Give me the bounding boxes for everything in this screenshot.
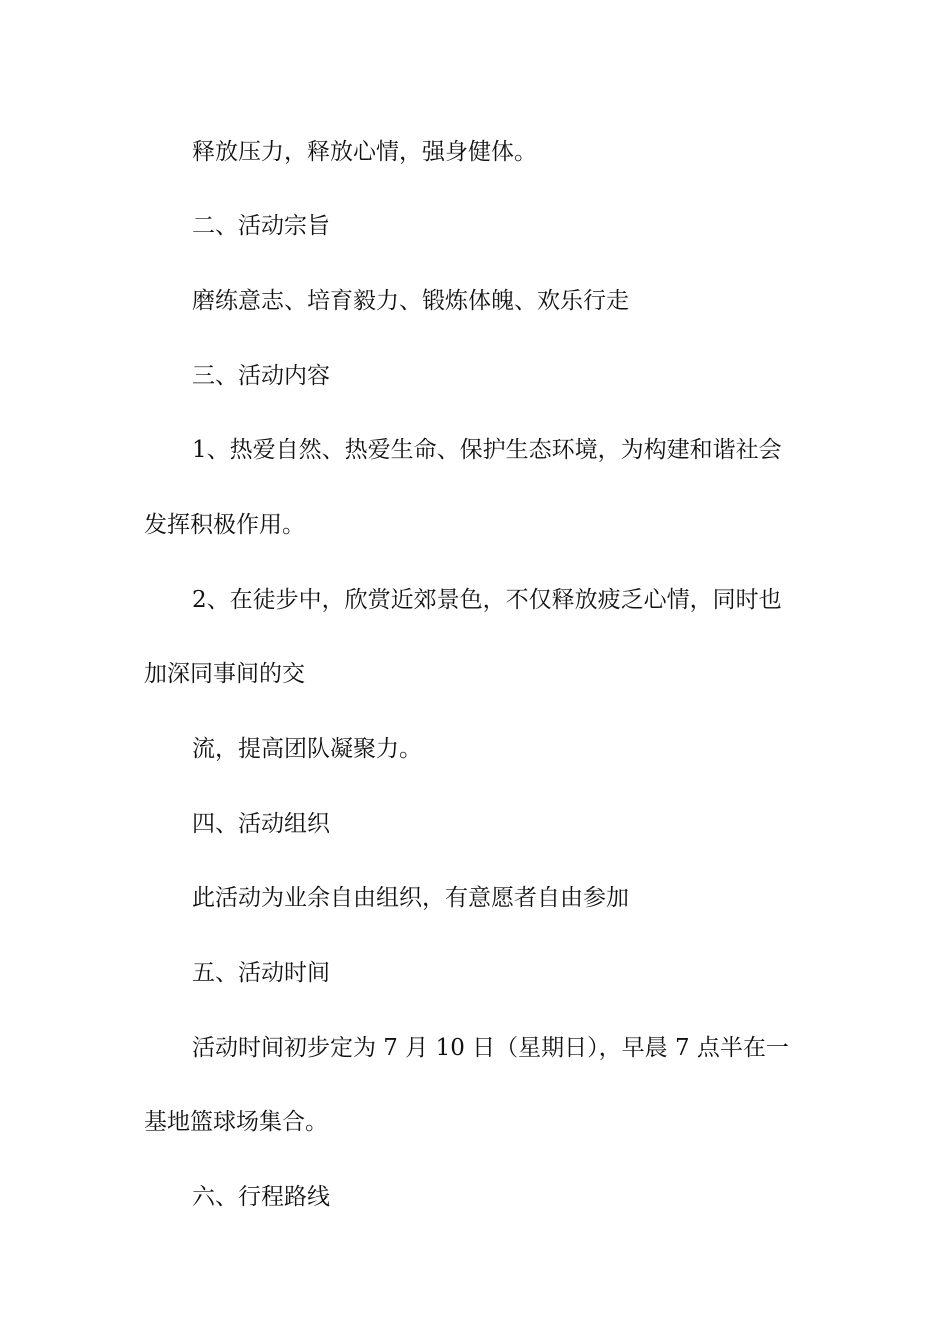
paragraph-content-item-1: 1、热爱自然、热爱生命、保护生态环境，为构建和谐社会: [192, 437, 782, 463]
heading-activity-purpose: 二、活动宗旨: [192, 213, 330, 239]
heading-activity-organization: 四、活动组织: [192, 811, 330, 837]
paragraph-release-pressure: 释放压力，释放心情，强身健体。: [192, 139, 537, 165]
paragraph-organization-text: 此活动为业余自由组织，有意愿者自由参加: [192, 885, 629, 911]
heading-activity-content: 三、活动内容: [192, 363, 330, 389]
paragraph-content-item-2-cont: 加深同事间的交: [144, 661, 305, 687]
paragraph-content-item-2: 2、在徒步中，欣赏近郊景色，不仅释放疲乏心情，同时也: [192, 587, 782, 613]
heading-route: 六、行程路线: [192, 1184, 330, 1210]
paragraph-time-text: 活动时间初步定为 7 月 10 日（星期日），早晨 7 点半在一: [192, 1035, 789, 1061]
paragraph-purpose-text: 磨练意志、培育毅力、锻炼体魄、欢乐行走: [192, 288, 629, 314]
heading-activity-time: 五、活动时间: [192, 960, 330, 986]
paragraph-content-item-2-cont-2: 流，提高团队凝聚力。: [192, 736, 422, 762]
paragraph-content-item-1-cont: 发挥积极作用。: [144, 512, 305, 538]
paragraph-time-text-cont: 基地篮球场集合。: [144, 1109, 328, 1135]
